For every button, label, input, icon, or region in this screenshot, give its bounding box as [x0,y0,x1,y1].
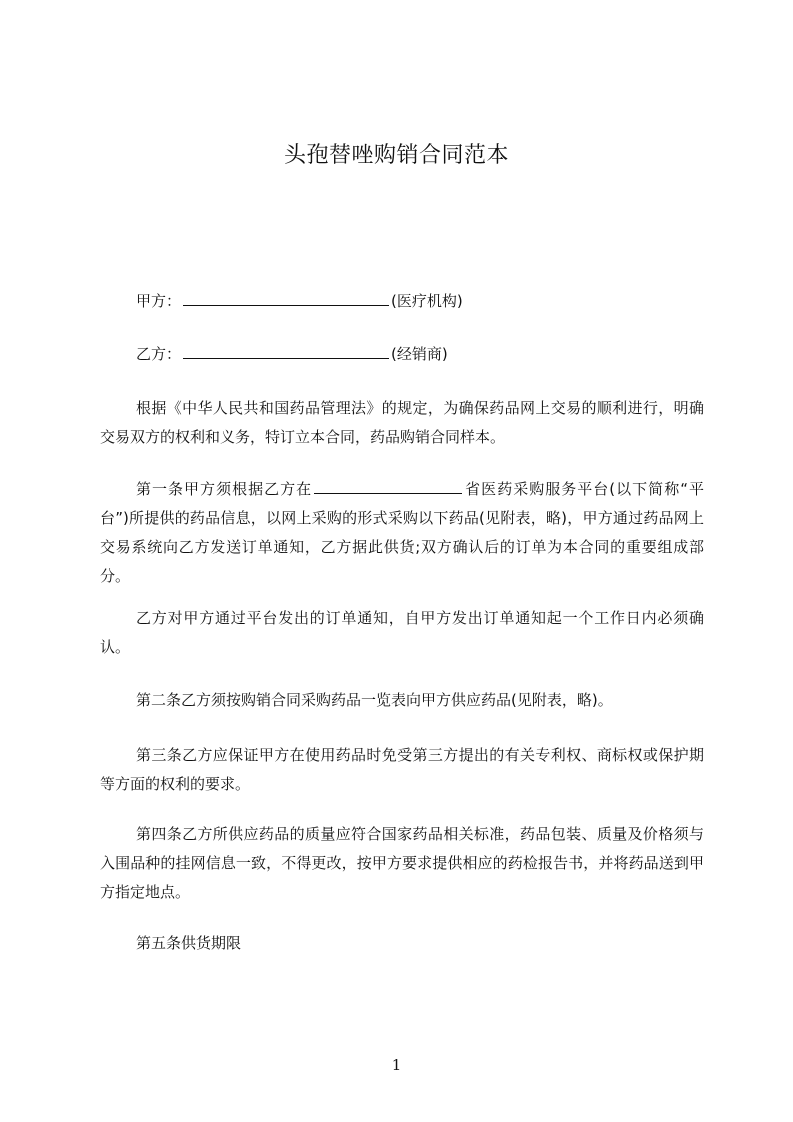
paragraph-article-5: 第五条供货期限 [136,934,242,952]
article-1-text-end: 省医药采购服务平台(以下简称“平台”)所提供的药品信息，以网上采购的形式采购以下药品(见附表，略)，甲方通过药品网上交易系统向乙方发送订单通知，乙方据此供货;双方确认后的订单为本合同的重要组成部分。 [100,480,704,585]
party-a-suffix: (医疗机构) [391,292,463,310]
party-a-label: 甲方： [136,292,182,310]
party-b-blank [183,344,389,359]
party-b-label: 乙方： [136,345,182,363]
party-b-suffix: (经销商) [391,345,448,363]
paragraph-article-3: 第三条乙方应保证甲方在使用药品时免受第三方提出的有关专利权、商标权或保护期等方面的权利的要求。 [100,746,704,793]
paragraph-preamble: 根据《中华人民共和国药品管理法》的规定，为确保药品网上交易的顺利进行，明确交易双方的权利和义务，特订立本合同，药品购销合同样本。 [100,399,704,446]
province-blank [314,480,462,494]
party-b-line [136,344,448,364]
article-1-text-start: 第一条甲方须根据乙方在 [136,480,313,498]
paragraph-article-4: 第四条乙方所供应药品的质量应符合国家药品相关标准，药品包装、质量及价格须与入围品种的挂网信息一致，不得更改，按甲方要求提供相应的药检报告书，并将药品送到甲方指定地点。 [100,825,704,901]
document-title: 头孢替唑购销合同范本 [283,143,509,168]
paragraph-order-confirm: 乙方对甲方通过平台发出的订单通知，自甲方发出订单通知起一个工作日内必须确认。 [100,609,704,656]
paragraph-article-1 [100,475,704,591]
party-a-line [136,291,463,311]
party-a-blank [183,291,389,306]
page-number: 1 [391,1056,402,1074]
paragraph-article-2: 第二条乙方须按购销合同采购药品一览表向甲方供应药品(见附表，略)。 [136,691,613,709]
